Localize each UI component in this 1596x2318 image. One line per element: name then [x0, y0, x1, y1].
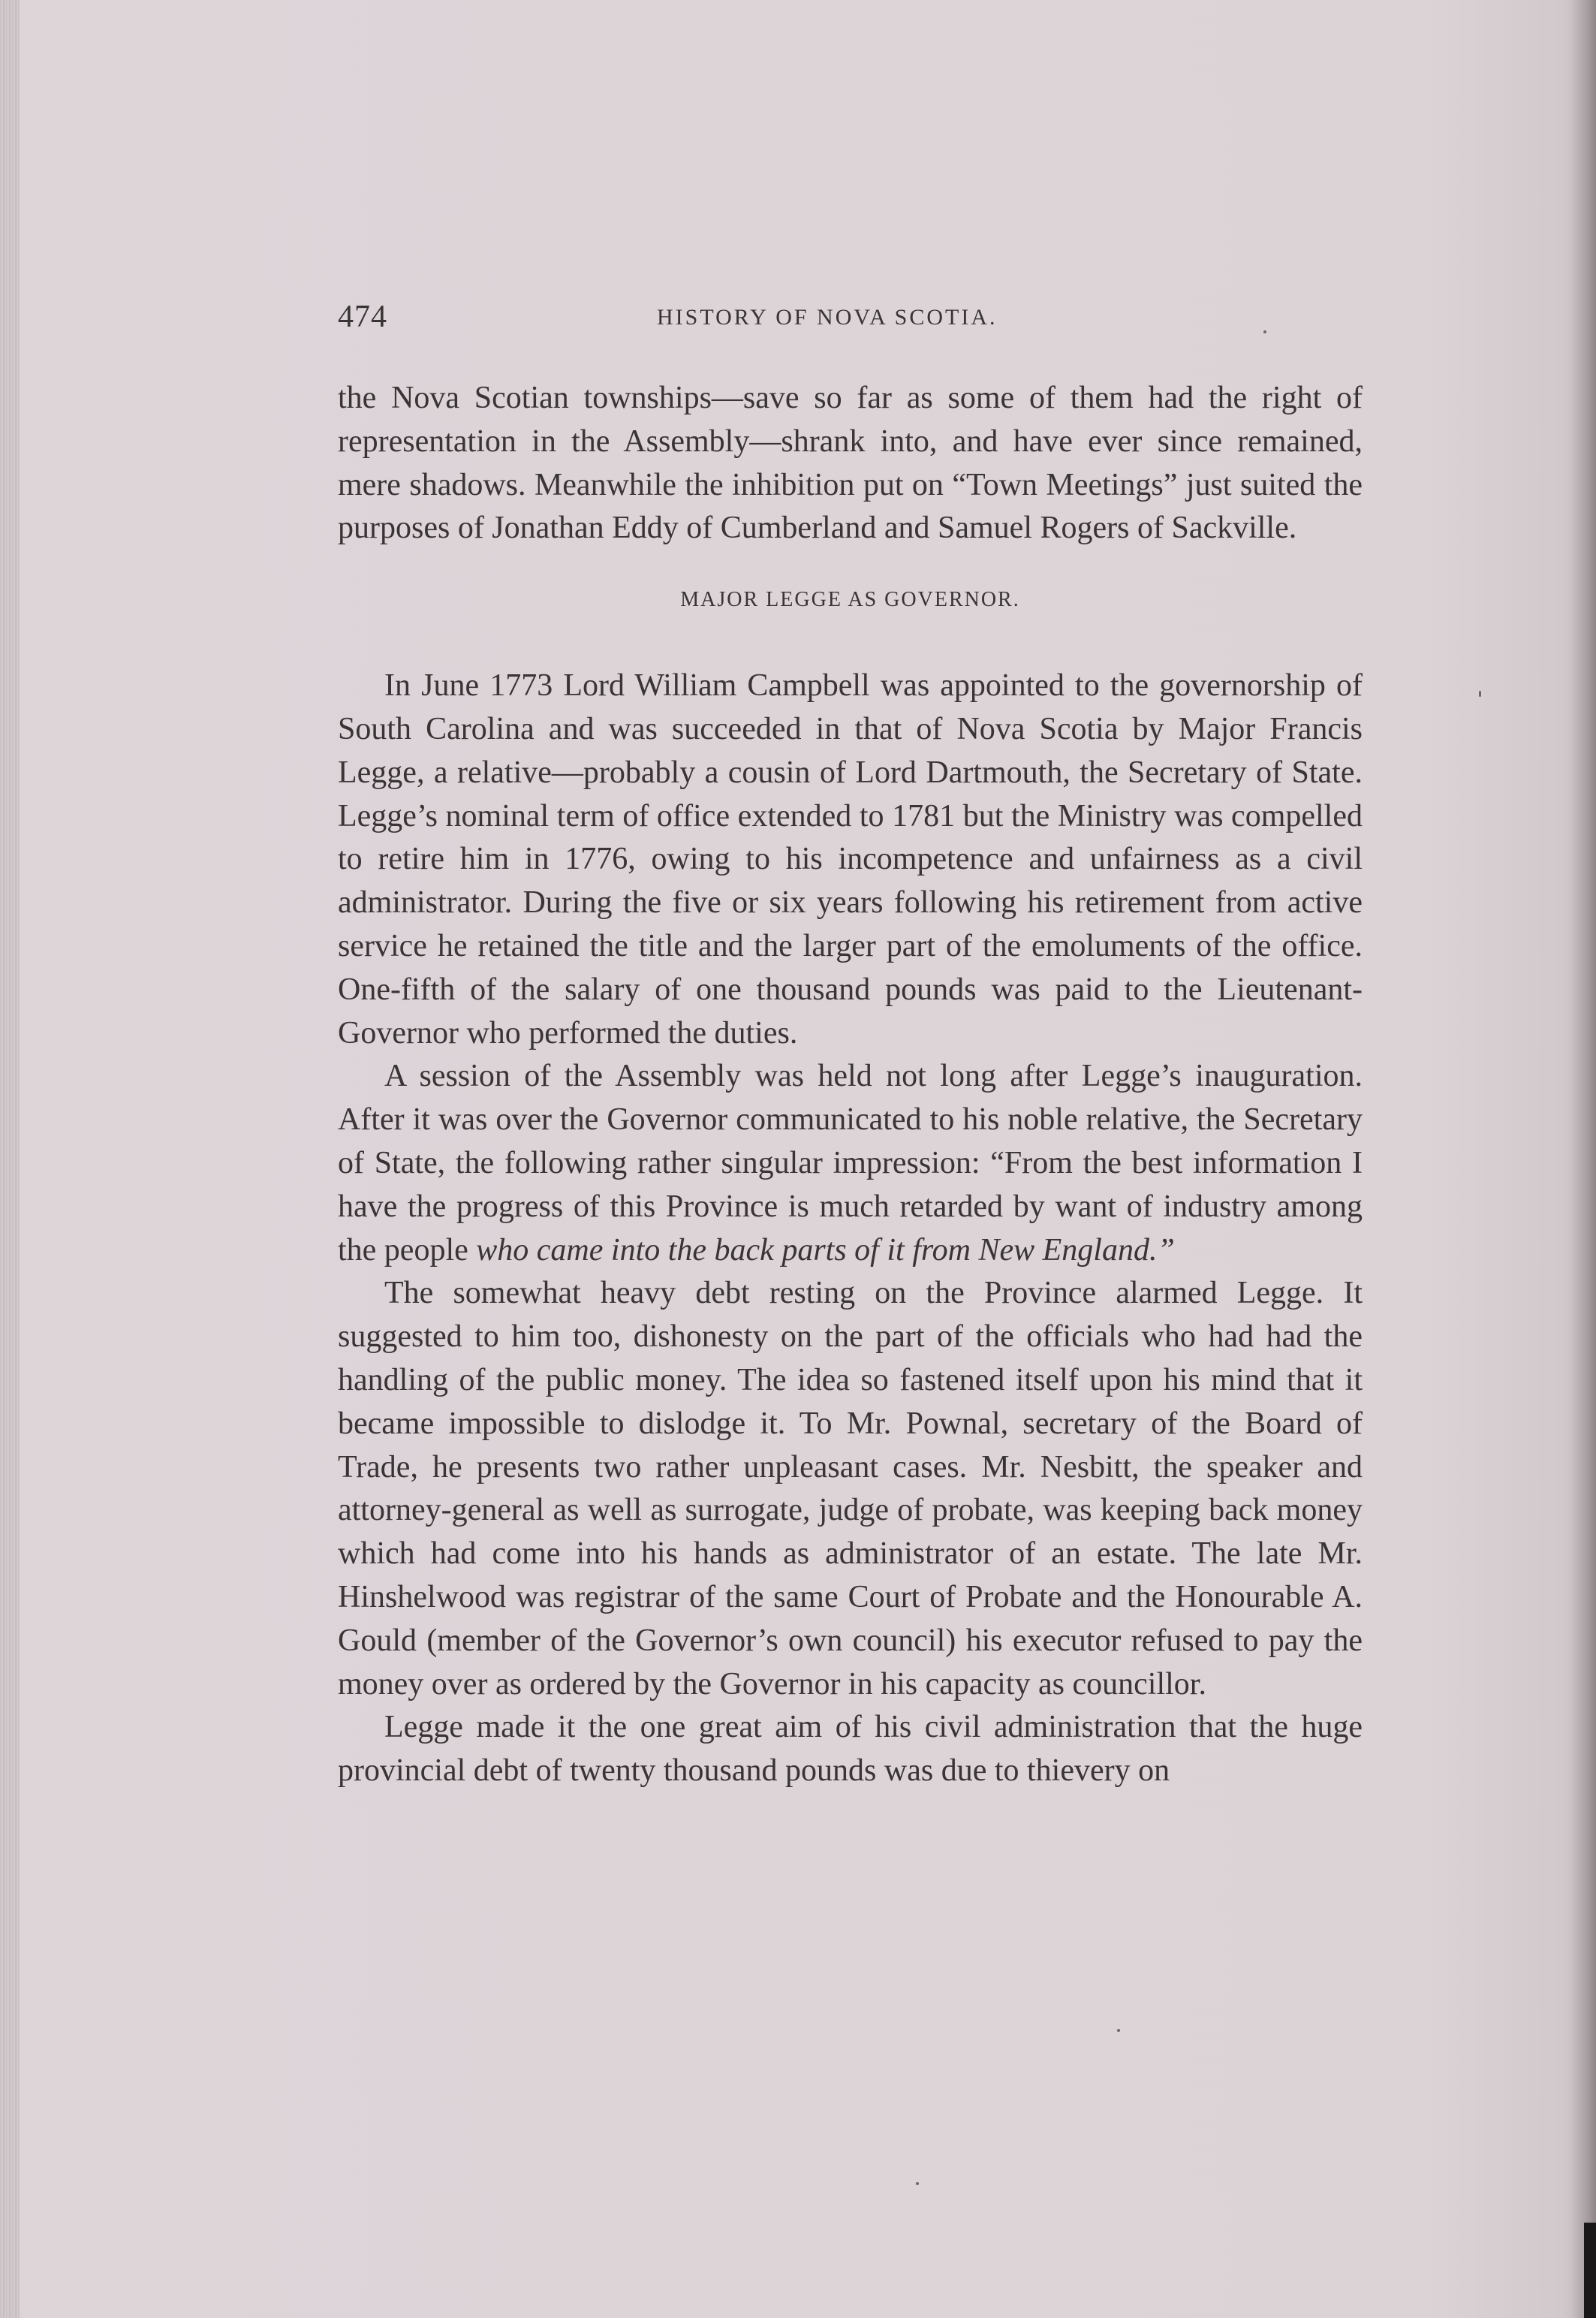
running-title: HISTORY OF NOVA SCOTIA. [657, 305, 998, 330]
page-header [338, 299, 1363, 336]
paragraph-provincial-debt: The somewhat heavy debt resting on the Province alarmed Legge. It suggested to him too, dishonesty on the part of the officials who had had the handling of the public money. The idea so fastened itself upon his mind that it became impossible to dislodge it. To Mr. Pownal, secretary of the Board of Trade, he presents two rather unpleasant cases. Mr. Nesbitt, the speaker and attorney-general as well as surrogate, judge of probate, was keeping back money which had come into his hands as administrator of an estate. The late Mr. Hinshelwood was registrar of the same Court of Probate and the Honourable A. Gould (member of the Governor’s own council) his executor refused to pay the money over as ordered by the Governor in his capacity as councillor. [338, 1276, 1363, 1702]
assembly-session-closing-quote: ” [1157, 1232, 1175, 1268]
page-edge-mark [1584, 2223, 1596, 2318]
paper-speck [1479, 691, 1481, 697]
paragraph-civil-administration: Legge made it the one great aim of his civil administration that the huge provincial debt of twenty thousand pounds was due to thievery on [338, 1710, 1363, 1789]
paragraph-legge-appointment: In June 1773 Lord William Campbell was appointed to the governorship of South Carolina and was succeeded in that of Nova Scotia by Major Francis Legge, a relative—probably a cousin of Lord Dartmouth, the Secretary of State. Legge’s nominal term of office extended to 1781 but the Ministry was compelled to retire him in 1776, owing to his incompetence and unfairness as a civil administrator. During the five or six years following his retirement from active service he retained the title and the larger part of the emoluments of the office. One-fifth of the salary of one thousand pounds was paid to the Lieutenant-Governor who performed the duties. [338, 668, 1363, 1050]
body-text [338, 377, 1363, 1793]
paragraph-assembly-session [338, 1055, 1363, 1272]
book-binding-edge [0, 0, 20, 2318]
assembly-session-text: A session of the Assembly was held not long after Legge’s inauguration. After it was over the Governor communicated to his noble relative, the Secretary of State, the following rather singular impression: “From the best information I have the progress of this Province is much retarded by want of industry among the people [338, 1059, 1363, 1268]
paper-speck [1117, 2029, 1120, 2032]
assembly-session-italic: who came into the back parts of it from New England. [476, 1232, 1158, 1268]
page-number: 474 [338, 300, 387, 334]
paper-speck [916, 2182, 919, 2185]
page-right-edge [1570, 0, 1596, 2318]
section-heading: MAJOR LEGGE AS GOVERNOR. [680, 588, 1020, 612]
paragraph-townships: the Nova Scotian townships—save so far as some of them had the right of representation in the Assembly—shrank into, and have ever since remained, mere shadows. Meanwhile the inhibition put on “Town Meetings” just suited the purposes of Jonathan Eddy of Cumberland and Samuel Rogers of Sackville. [338, 381, 1363, 546]
